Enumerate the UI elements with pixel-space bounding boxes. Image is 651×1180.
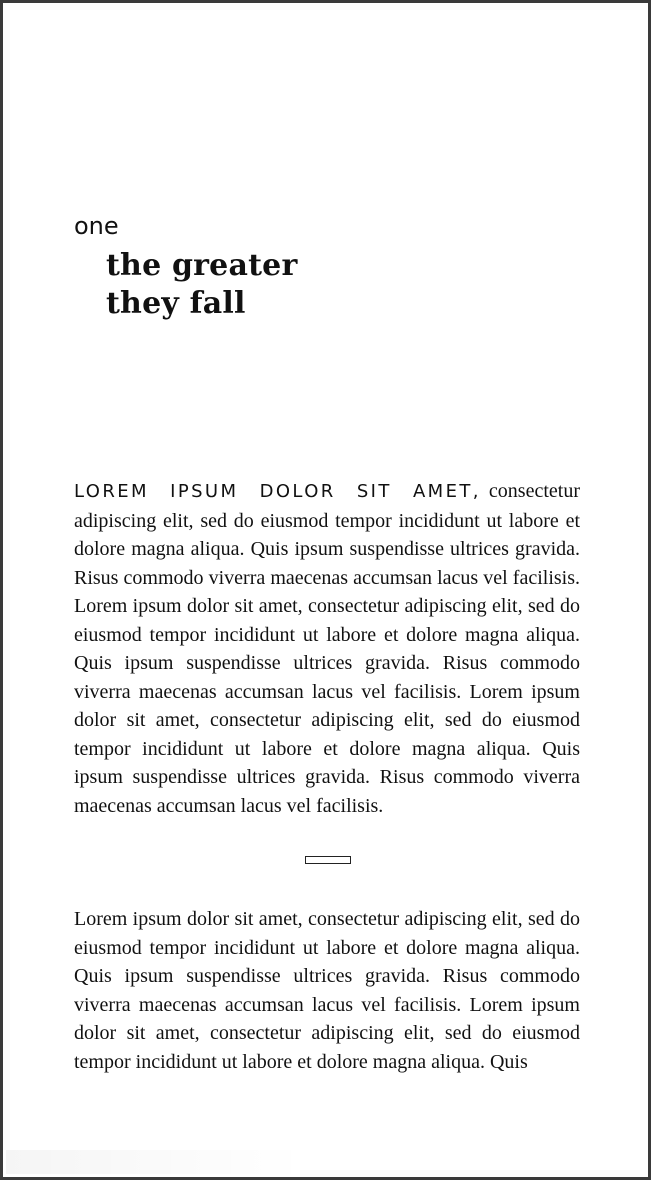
chapter-title-line-1: the greater [106, 248, 298, 283]
page-shadow [6, 1150, 306, 1174]
paragraph-1-text: consectetur adipiscing elit, sed do eiusmod tempor incididunt ut labore et dolore magna aliqua. Quis ipsum suspendisse ultrices gravida. Risus commodo viverra maecenas accumsan lacus vel facilisis. Lorem ipsum dolor sit amet, consectetur adipiscing elit, sed do eiusmod tempor incididunt ut labore et dolore magna aliqua. Quis ipsum suspendisse ultrices gravida. Risus commodo viverra maecenas accumsan lacus vel facilisis. Lorem ipsum dolor sit amet, consectetur adipiscing elit, sed do eiusmod tempor incididunt ut labore et dolore magna aliqua. Quis ipsum suspendisse ultrices gravida. Risus commodo viverra maecenas accumsan lacus vel facilisis. [74, 480, 580, 817]
paragraph-lead-in: LOREM IPSUM DOLOR SIT AMET, [74, 481, 481, 502]
section-break-ornament [305, 856, 351, 864]
chapter-title [106, 247, 297, 323]
chapter-title-line-2: they fall [106, 286, 246, 321]
body-paragraph-2: Lorem ipsum dolor sit amet, consectetur adipiscing elit, sed do eiusmod tempor incididunt ut labore et dolore magna aliqua. Quis ipsum suspendisse ultrices gravida. Risus commodo viverra maecenas accumsan lacus vel facilisis. Lorem ipsum dolor sit amet, consectetur adipiscing elit, sed do eiusmod tempor incididunt ut labore et dolore magna aliqua. Quis [74, 908, 580, 1073]
chapter-number: one [74, 212, 119, 240]
body-paragraph-1 [74, 477, 580, 820]
